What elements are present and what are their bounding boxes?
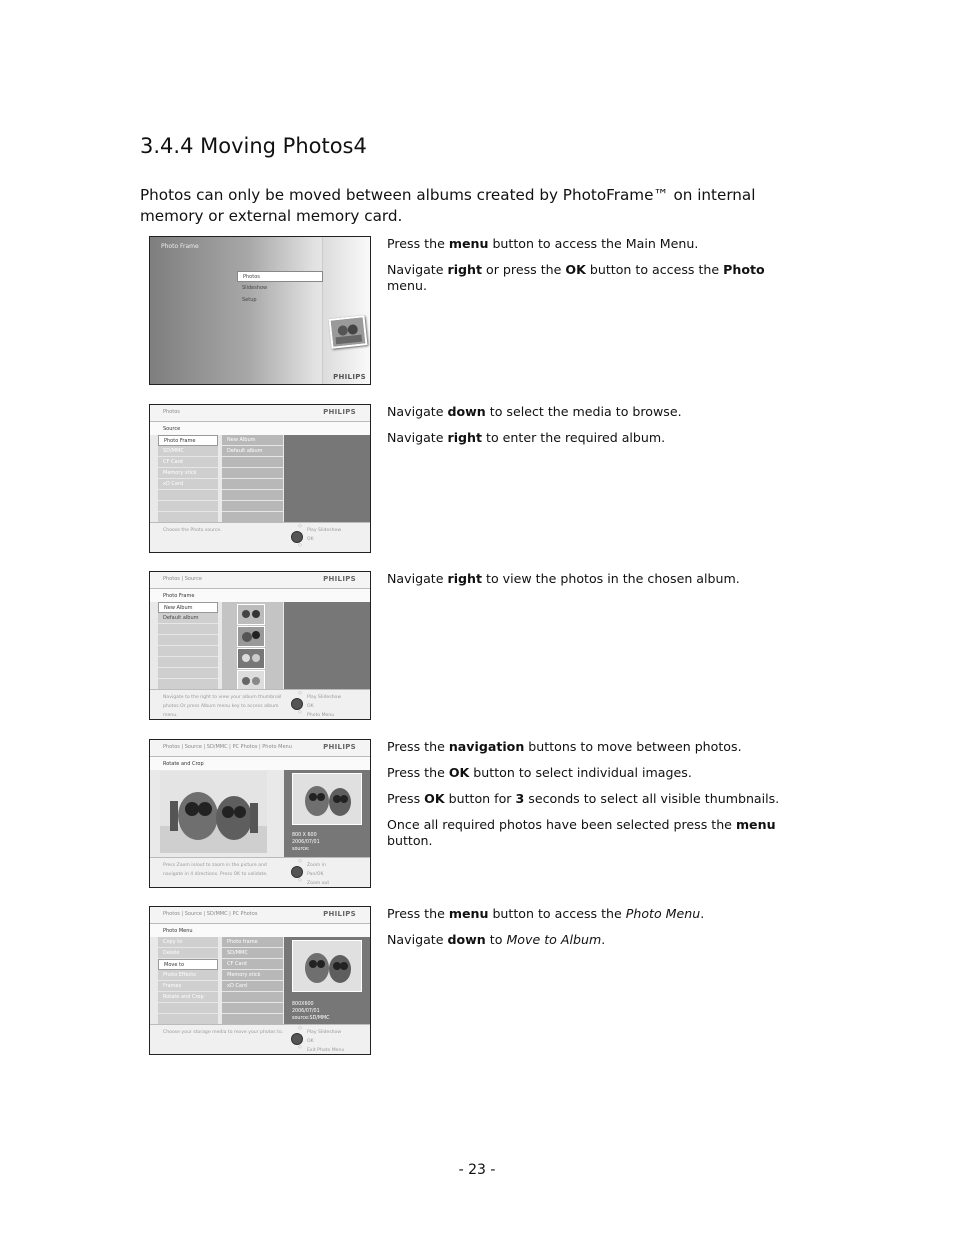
preview-area (284, 770, 370, 857)
source-sd-mmc[interactable]: SD/MMC (158, 446, 218, 457)
subtitle-bar: Source (150, 422, 370, 435)
step-4-line-1: Press the navigation buttons to move between photos. (387, 739, 742, 754)
philips-logo: PHILIPS (333, 373, 366, 381)
album-list (158, 602, 218, 689)
step-4-line-3: Press OK button for 3 seconds to select all visible thumbnails. (387, 791, 780, 806)
subtitle-bar: Rotate and Crop (150, 757, 370, 770)
step-2-line-2: Navigate right to enter the required album. (387, 430, 666, 445)
storage-cf-card[interactable]: CF Card (222, 959, 283, 970)
title-bar: Photos | Source PHILIPS (150, 572, 370, 589)
menu-move-to[interactable]: Move to (158, 959, 218, 970)
preview-area (284, 435, 370, 522)
philips-logo: PHILIPS (323, 408, 356, 416)
preview-photo (292, 940, 362, 992)
storage-memory-stick[interactable]: Memory stick (222, 970, 283, 981)
page-number: - 23 - (458, 1162, 496, 1178)
step-4-description (387, 739, 807, 859)
step-4-line-2: Press the OK button to select individual images. (387, 765, 692, 780)
preview-photo (292, 773, 362, 825)
album-default[interactable]: Default album (158, 613, 218, 624)
section-heading: 3.4.4 Moving Photos4 (140, 134, 367, 158)
photo-info: 800 X 600 2006/07/01 source: (292, 833, 320, 852)
philips-logo: PHILIPS (323, 743, 356, 751)
subtitle-bar: Photo Frame (150, 589, 370, 602)
menu-copy-to[interactable]: Copy to (158, 937, 218, 948)
footer-hint: Choose the Photo source. (163, 528, 222, 533)
menu-rotate-crop[interactable]: Rotate and Crop (158, 992, 218, 1003)
source-screenshot (149, 404, 371, 553)
source-list (158, 435, 218, 522)
album-list (222, 435, 283, 522)
step-1-description (387, 236, 807, 304)
step-5-line-2: Navigate down to Move to Album. (387, 932, 606, 947)
title-bar: Photos PHILIPS (150, 405, 370, 422)
philips-logo: PHILIPS (323, 575, 356, 583)
title-bar: Photos | Source | SD/MMC | PC Photos | Photo Menu PHILIPS (150, 740, 370, 757)
title-bar: Photos | Source | SD/MMC | PC Photos PHILIPS (150, 907, 370, 924)
album-new[interactable]: New Album (222, 435, 283, 446)
source-cf-card[interactable]: CF Card (158, 457, 218, 468)
preview-area (284, 602, 370, 689)
step-2-description (387, 404, 807, 456)
source-photo-frame[interactable]: Photo Frame (158, 435, 218, 446)
footer-bar: Choose your storage media to move your photos to. ◇ ◇ Play Slideshow OK Exit Photo Menu (150, 1024, 370, 1054)
main-photo[interactable] (160, 771, 267, 853)
source-xd-card[interactable]: xD Card (158, 479, 218, 490)
footer-legend: Play Slideshow OK Photo Menu (307, 695, 342, 718)
step-2-line-1: Navigate down to select the media to browse. (387, 404, 682, 419)
step-1-line-2: Navigate right or press the OK button to access the Photo menu. (387, 262, 765, 293)
photo-menu-screenshot (149, 906, 371, 1055)
photo-menu-list (158, 937, 218, 1024)
footer-legend: Play Slideshow OK Exit Photo Menu (307, 1030, 345, 1053)
footer-hint: Choose your storage media to move your photos to. (163, 1030, 284, 1035)
footer-bar: Press Zoom in/out to zoom in the picture and navigate in 4 directions. Press OK to validate. ◇ ◇ Zoom in Pan/OK Zoom out (150, 857, 370, 887)
step-4-line-4: Once all required photos have been selected press the menu button. (387, 817, 776, 848)
step-3-description (387, 571, 807, 597)
menu-item-slideshow[interactable]: Slideshow (242, 285, 268, 291)
thumbnail-2[interactable] (237, 626, 265, 647)
subtitle-bar: Photo Menu (150, 924, 370, 937)
right-panel (322, 237, 371, 384)
intro-paragraph: Photos can only be moved between albums created by PhotoFrame™ on internal memory or external memory card. (140, 186, 756, 225)
storage-photo-frame[interactable]: Photo frame (222, 937, 283, 948)
album-screenshot (149, 571, 371, 720)
footer-bar: Navigate to the right to view your album thumbnail photos.Or press Album menu key to access album menu. ◇ ◇ Play Slideshow OK Photo Menu (150, 689, 370, 719)
menu-item-photos[interactable]: Photos (237, 271, 323, 282)
screen-title: Photo Frame (161, 243, 199, 250)
menu-photo-effects[interactable]: Photo Effects (158, 970, 218, 981)
thumbnail-4[interactable] (237, 670, 265, 691)
footer-hint: Press Zoom in/out to zoom in the picture and navigate in 4 directions. Press OK to validate. (163, 863, 268, 877)
storage-xd-card[interactable]: xD Card (222, 981, 283, 992)
photo-info: 800X600 2006/07/01 source:SD/MMC (292, 1002, 330, 1021)
footer-legend: Play Slideshow OK (307, 528, 342, 542)
storage-sd-mmc[interactable]: SD/MMC (222, 948, 283, 959)
thumbnail-column (222, 602, 283, 689)
preview-area (284, 937, 370, 1024)
thumbnail-1[interactable] (237, 604, 265, 625)
album-default[interactable]: Default album (222, 446, 283, 457)
footer-legend: Zoom in Pan/OK Zoom out (307, 863, 330, 886)
philips-logo: PHILIPS (323, 910, 356, 918)
step-3-line-1: Navigate right to view the photos in the chosen album. (387, 571, 740, 586)
menu-item-setup[interactable]: Setup (242, 297, 257, 303)
storage-list (222, 937, 283, 1024)
photo-view-screenshot (149, 739, 371, 888)
menu-frames[interactable]: Frames (158, 981, 218, 992)
footer-bar: Choose the Photo source. ◇ ◇ Play Slideshow OK (150, 522, 370, 552)
step-5-line-1: Press the menu button to access the Photo Menu. (387, 906, 705, 921)
album-new[interactable]: New Album (158, 602, 218, 613)
thumbnail-3[interactable] (237, 648, 265, 669)
main-menu-screenshot (149, 236, 371, 385)
source-memory-stick[interactable]: Memory stick (158, 468, 218, 479)
menu-delete[interactable]: Delete (158, 948, 218, 959)
footer-hint: Navigate to the right to view your album thumbnail photos.Or press Album menu key to access album menu. (163, 695, 282, 718)
photos-icon (329, 315, 368, 349)
step-5-description (387, 906, 807, 958)
step-1-line-1: Press the menu button to access the Main Menu. (387, 236, 699, 251)
